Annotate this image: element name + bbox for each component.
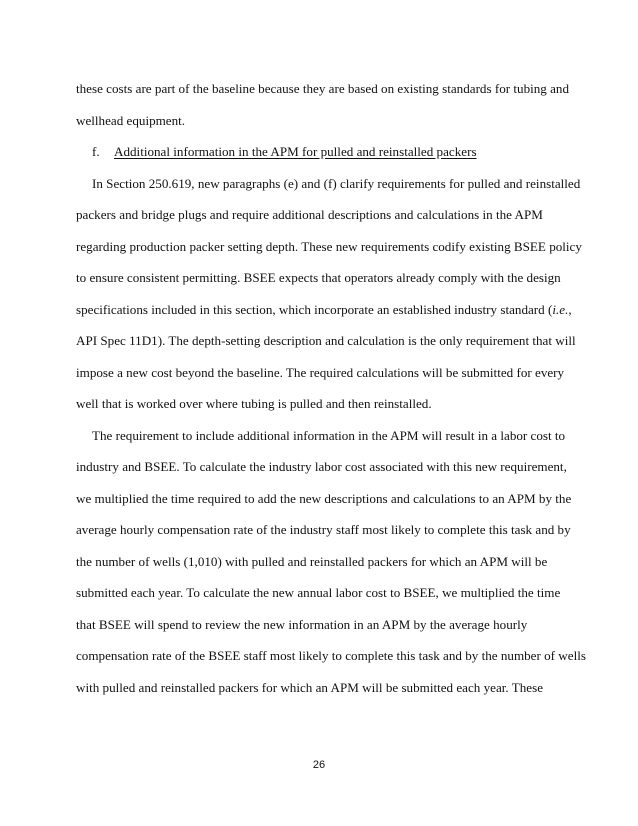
text-line: packers and bridge plugs and require additional descriptions and calculations in the APM: [76, 207, 543, 222]
text-line: regarding production packer setting depth. These new requirements codify existing BSEE policy: [76, 238, 582, 254]
text-line: [76, 294, 576, 326]
text-line: API Spec 11D1). The depth-setting description and calculation is the only requirement that will: [76, 333, 576, 348]
section-title: Additional information in the APM for pulled and reinstalled packers: [114, 144, 477, 159]
section-heading: [76, 136, 576, 168]
text-line: we multiplied the time required to add the new descriptions and calculations to an APM by the: [76, 490, 572, 506]
text-segment: specifications included in this section, which incorporate an established industry standard (: [76, 301, 553, 317]
text-line: well that is worked over where tubing is pulled and then reinstalled.: [76, 396, 432, 411]
text-line: In Section 250.619, new paragraphs (e) and (f) clarify requirements for pulled and reinstalled: [92, 175, 581, 191]
text-line: that BSEE will spend to review the new information in an APM by the average hourly: [76, 616, 528, 632]
body-text: [76, 73, 586, 703]
section-number: f.: [92, 144, 100, 159]
page-number: 26: [312, 759, 326, 771]
text-line: The requirement to include additional information in the APM will result in a labor cost to: [92, 427, 566, 443]
text-line: to ensure consistent permitting. BSEE expects that operators already comply with the design: [76, 270, 561, 285]
text-line: submitted each year. To calculate the new annual labor cost to BSEE, we multiplied the time: [76, 585, 561, 600]
text-line: wellhead equipment.: [76, 112, 186, 128]
text-line: with pulled and reinstalled packers for which an APM will be submitted each year. These: [76, 679, 544, 695]
italic-abbreviation: i.e.: [552, 301, 569, 317]
text-line: the number of wells (1,010) with pulled and reinstalled packers for which an APM will be: [76, 553, 548, 569]
text-segment: ,: [568, 301, 572, 317]
text-line: compensation rate of the BSEE staff most likely to complete this task and by the number of wells: [76, 648, 586, 663]
text-line: impose a new cost beyond the baseline. The required calculations will be submitted for every: [76, 364, 565, 380]
text-line: industry and BSEE. To calculate the industry labor cost associated with this new requirement,: [76, 459, 567, 474]
text-line: these costs are part of the baseline because they are based on existing standards for tubing and: [76, 81, 570, 96]
text-line: average hourly compensation rate of the industry staff most likely to complete this task and by: [76, 522, 571, 537]
